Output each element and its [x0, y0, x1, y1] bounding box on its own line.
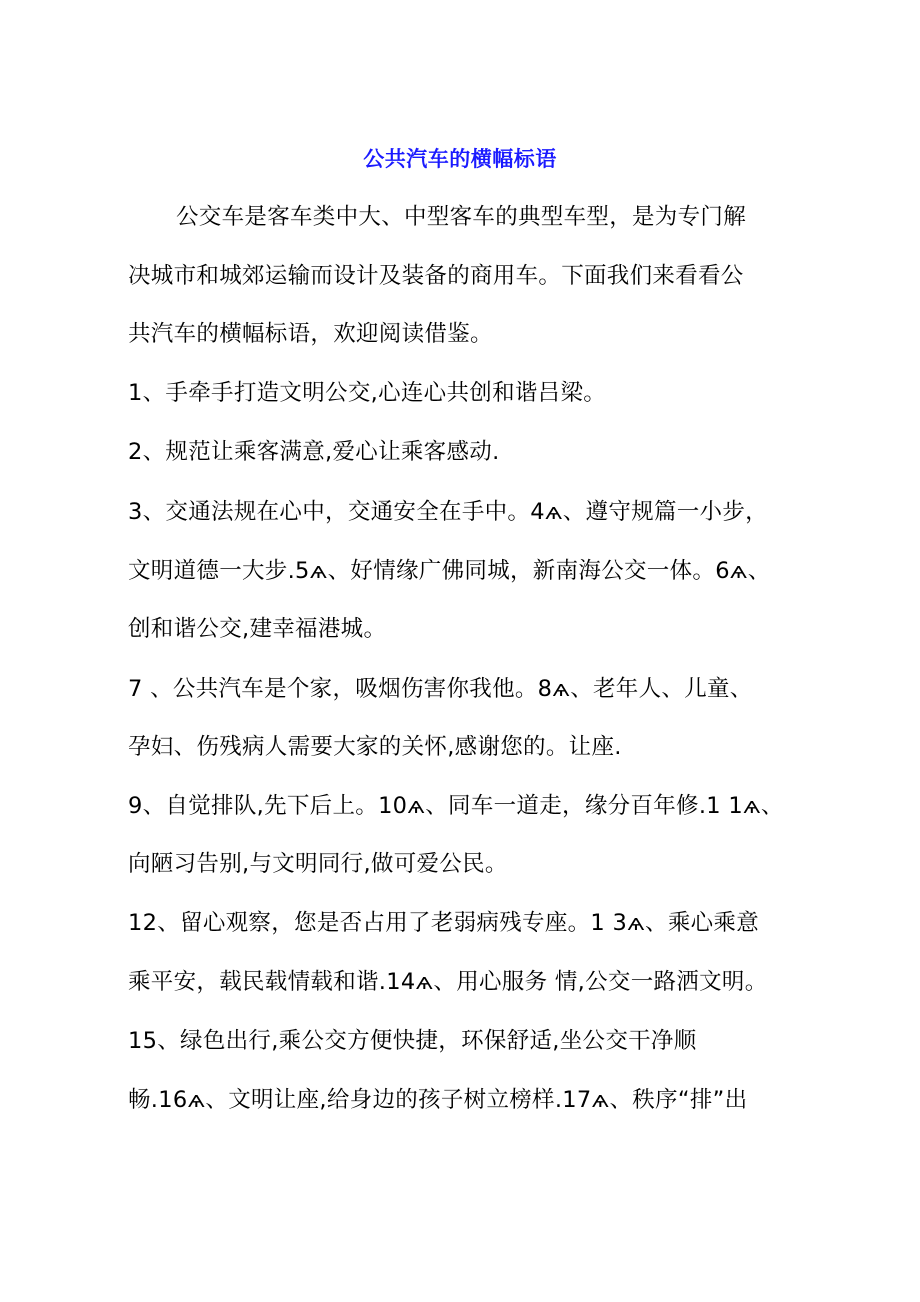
- slogan-line: 7 、公共汽车是个家，吸烟伤害你我他。8ѧ、老年人、儿童、: [128, 676, 753, 702]
- slogan-line: 孕妇、伤残病人需要大家的关怀,感谢您的。让座.: [128, 734, 622, 760]
- slogan-line: 文明道德一大步.5ѧ、好情缘广佛同城，新南海公交一体。6ѧ、: [128, 558, 771, 584]
- slogan-line: 3、交通法规在心中，交通安全在手中。4ѧ、遵守规篇一小步，: [128, 499, 768, 525]
- document-title: 公共汽车的横幅标语: [363, 147, 557, 171]
- slogan-line: 乘平安，载民载情载和谐.14ѧ、用心服务 情,公交一路洒文明。: [128, 969, 768, 995]
- slogan-line: 9、自觉排队,先下后上。10ѧ、同车一道走，缘分百年修.1 1ѧ、: [128, 793, 784, 819]
- slogan-line: 畅.16ѧ、文明让座,给身边的孩子树立榜样.17ѧ、秩序“排”出: [128, 1087, 748, 1113]
- paragraph-line: 共汽车的横幅标语，欢迎阅读借鉴。: [128, 321, 493, 347]
- paragraph-line: 公交车是客车类中大、中型客车的典型车型，是为专门解: [176, 204, 747, 230]
- slogan-line: 创和谐公交,建幸福港城。: [128, 616, 387, 642]
- slogan-line: 12、留心观察，您是否占用了老弱病残专座。1 3ѧ、乘心乘意: [128, 910, 760, 936]
- paragraph-line: 决城市和城郊运输而设计及装备的商用车。下面我们来看看公: [128, 263, 744, 289]
- slogan-line: 15、绿色出行,乘公交方便快捷，环保舒适,坐公交干净顺: [128, 1028, 697, 1054]
- slogan-line: 向陋习告别,与文明同行,做可爱公民。: [128, 851, 508, 877]
- slogan-line: 2、规范让乘客满意,爱心让乘客感动.: [128, 439, 500, 465]
- slogan-line: 1、手牵手打造文明公交,心连心共创和谐吕梁。: [128, 380, 607, 406]
